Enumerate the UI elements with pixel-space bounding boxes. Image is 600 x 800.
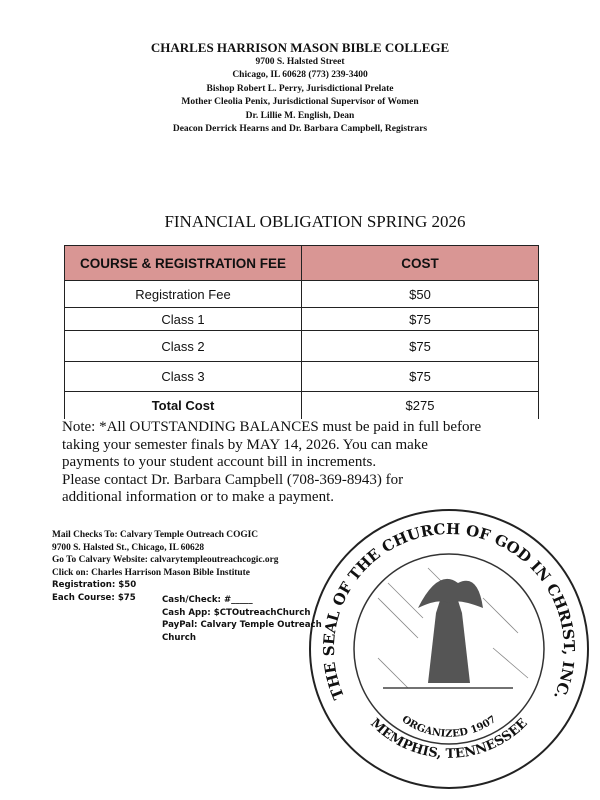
registration-fee: Registration: $50: [52, 580, 137, 591]
prelate-line: Bishop Robert L. Perry, Jurisdictional Prelate: [206, 83, 394, 94]
cash-check: Cash/Check: #_____: [162, 595, 253, 605]
item-cell: Class 3: [65, 362, 302, 392]
financial-title: FINANCIAL OBLIGATION SPRING 2026: [164, 212, 466, 231]
total-label: Total Cost: [65, 392, 302, 419]
course-fee: Each Course: $75: [52, 592, 136, 603]
cash-app: Cash App: $CTOutreachChurch: [162, 607, 311, 618]
church-seal-logo: [308, 508, 590, 790]
table-row: [65, 308, 539, 331]
note-line: additional information or to make a payment.: [62, 489, 335, 505]
payment-methods: [162, 594, 332, 644]
note-line: Please contact Dr. Barbara Campbell (708-369-8943) for: [62, 471, 404, 488]
note-line: Note: *All OUTSTANDING BALANCES must be paid in full before: [62, 419, 482, 435]
total-value: $275: [302, 392, 539, 419]
letterhead: [0, 40, 600, 136]
paypal: PayPal: Calvary Temple Outreach Church: [162, 620, 322, 643]
header-course: COURSE & REGISTRATION FEE: [65, 246, 302, 281]
college-name: CHARLES HARRISON MASON BIBLE COLLEGE: [150, 40, 450, 55]
mail-line: Click on: Charles Harrison Mason Bible Institute: [52, 567, 250, 578]
item-cell: Class 1: [65, 308, 302, 331]
city-phone-line: Chicago, IL 60628 (773) 239-3400: [232, 70, 368, 81]
note-line: taking your semester finals by MAY 14, 2026. You can make: [62, 436, 428, 453]
total-row: [65, 392, 539, 419]
registrars-line: Deacon Derrick Hearns and Dr. Barbara Campbell, Registrars: [172, 124, 428, 135]
cost-cell: $75: [302, 331, 539, 362]
cost-cell: $75: [302, 362, 539, 392]
address-line: 9700 S. Halsted Street: [255, 57, 345, 67]
table-row: [65, 331, 539, 362]
item-cell: Registration Fee: [65, 281, 302, 308]
fee-table: [64, 245, 539, 419]
table-row: [65, 362, 539, 392]
dean-line: Dr. Lillie M. English, Dean: [245, 110, 355, 121]
header-cost: COST: [302, 246, 539, 281]
seal-location-text: MEMPHIS, TENNESSEE: [367, 715, 531, 762]
seal-outer-text: THE SEAL OF THE CHURCH OF GOD IN CHRIST, INC.: [319, 519, 579, 703]
seal-organized-text: ORGANIZED 1907: [399, 714, 499, 740]
cost-cell: $50: [302, 281, 539, 308]
table-row: [65, 281, 539, 308]
mail-line: Mail Checks To: Calvary Temple Outreach COGIC: [52, 530, 259, 540]
note-line: payments to your student account bill in increments.: [62, 454, 377, 470]
item-cell: Class 2: [65, 331, 302, 362]
mail-line: 9700 S. Halsted St., Chicago, IL 60628: [52, 542, 205, 553]
supervisor-line: Mother Cleolia Penix, Jurisdictional Supervisor of Women: [181, 97, 419, 108]
note: [62, 419, 542, 507]
website-line: Go To Calvary Website: calvarytempleoutreachcogic.org: [52, 555, 279, 566]
cost-cell: $75: [302, 308, 539, 331]
